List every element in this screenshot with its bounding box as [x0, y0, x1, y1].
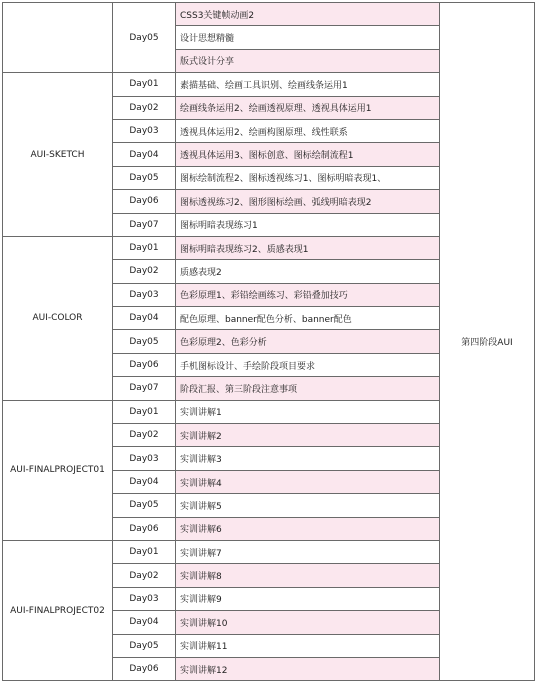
day-cell: Day06 [113, 353, 176, 376]
day-cell: Day01 [113, 236, 176, 259]
day-cell: Day04 [113, 307, 176, 330]
day-cell: Day04 [113, 611, 176, 634]
lesson-content-cell: 实训讲解10 [176, 611, 440, 634]
module-cell [3, 3, 113, 73]
lesson-content-cell: 色彩原理1、彩铅绘画练习、彩铅叠加技巧 [176, 283, 440, 306]
module-name-cell: AUI-FINALPROJECT02 [3, 540, 113, 680]
lesson-content-cell: 设计思想精髓 [176, 26, 440, 49]
lesson-content-cell: 素描基础、绘画工具识别、绘画线条运用1 [176, 73, 440, 96]
table-row [3, 3, 535, 26]
lesson-content-cell: 阶段汇报、第三阶段注意事项 [176, 377, 440, 400]
day-cell: Day05 [113, 494, 176, 517]
lesson-content-cell: 图标透视练习2、图形图标绘画、弧线明暗表现2 [176, 190, 440, 213]
lesson-content-cell: 图标绘制流程2、图标透视练习1、图标明暗表现1、 [176, 166, 440, 189]
day-cell: Day02 [113, 424, 176, 447]
day-cell: Day07 [113, 213, 176, 236]
day-cell: Day03 [113, 283, 176, 306]
lesson-content-cell: CSS3关键帧动画2 [176, 3, 440, 26]
day-cell: Day02 [113, 260, 176, 283]
day-cell: Day06 [113, 190, 176, 213]
lesson-content-cell: 实训讲解7 [176, 540, 440, 563]
day-cell: Day05 [113, 3, 176, 73]
day-cell: Day03 [113, 447, 176, 470]
lesson-content-cell: 质感表现2 [176, 260, 440, 283]
module-name-cell: AUI-COLOR [3, 236, 113, 400]
lesson-content-cell: 实训讲解9 [176, 587, 440, 610]
lesson-content-cell: 配色原理、banner配色分析、banner配色 [176, 307, 440, 330]
day-cell: Day04 [113, 143, 176, 166]
day-cell: Day02 [113, 564, 176, 587]
lesson-content-cell: 实训讲解3 [176, 447, 440, 470]
module-name-cell: AUI-FINALPROJECT01 [3, 400, 113, 540]
day-cell: Day02 [113, 96, 176, 119]
day-cell: Day03 [113, 119, 176, 142]
lesson-content-cell: 实训讲解11 [176, 634, 440, 657]
curriculum-table [2, 2, 535, 681]
lesson-content-cell: 实训讲解8 [176, 564, 440, 587]
day-cell: Day01 [113, 400, 176, 423]
day-cell: Day03 [113, 587, 176, 610]
day-cell: Day01 [113, 540, 176, 563]
stage-cell: 第四阶段AUI [440, 3, 535, 681]
day-cell: Day04 [113, 470, 176, 493]
day-cell: Day05 [113, 634, 176, 657]
lesson-content-cell: 绘画线条运用2、绘画透视原理、透视具体运用1 [176, 96, 440, 119]
lesson-content-cell: 实训讲解5 [176, 494, 440, 517]
lesson-content-cell: 实训讲解12 [176, 657, 440, 680]
day-cell: Day06 [113, 517, 176, 540]
lesson-content-cell: 实训讲解4 [176, 470, 440, 493]
lesson-content-cell: 图标明暗表现练习1 [176, 213, 440, 236]
lesson-content-cell: 实训讲解6 [176, 517, 440, 540]
day-cell: Day05 [113, 330, 176, 353]
day-cell: Day05 [113, 166, 176, 189]
lesson-content-cell: 色彩原理2、色彩分析 [176, 330, 440, 353]
lesson-content-cell: 实训讲解1 [176, 400, 440, 423]
lesson-content-cell: 手机图标设计、手绘阶段项目要求 [176, 353, 440, 376]
day-cell: Day07 [113, 377, 176, 400]
lesson-content-cell: 透视具体运用2、绘画构图原理、线性联系 [176, 119, 440, 142]
day-cell: Day01 [113, 73, 176, 96]
lesson-content-cell: 图标明暗表现练习2、质感表现1 [176, 236, 440, 259]
day-cell: Day06 [113, 657, 176, 680]
curriculum-table-body [3, 3, 535, 681]
module-name-cell: AUI-SKETCH [3, 73, 113, 237]
lesson-content-cell: 实训讲解2 [176, 424, 440, 447]
lesson-content-cell: 版式设计分享 [176, 49, 440, 72]
lesson-content-cell: 透视具体运用3、图标创意、图标绘制流程1 [176, 143, 440, 166]
